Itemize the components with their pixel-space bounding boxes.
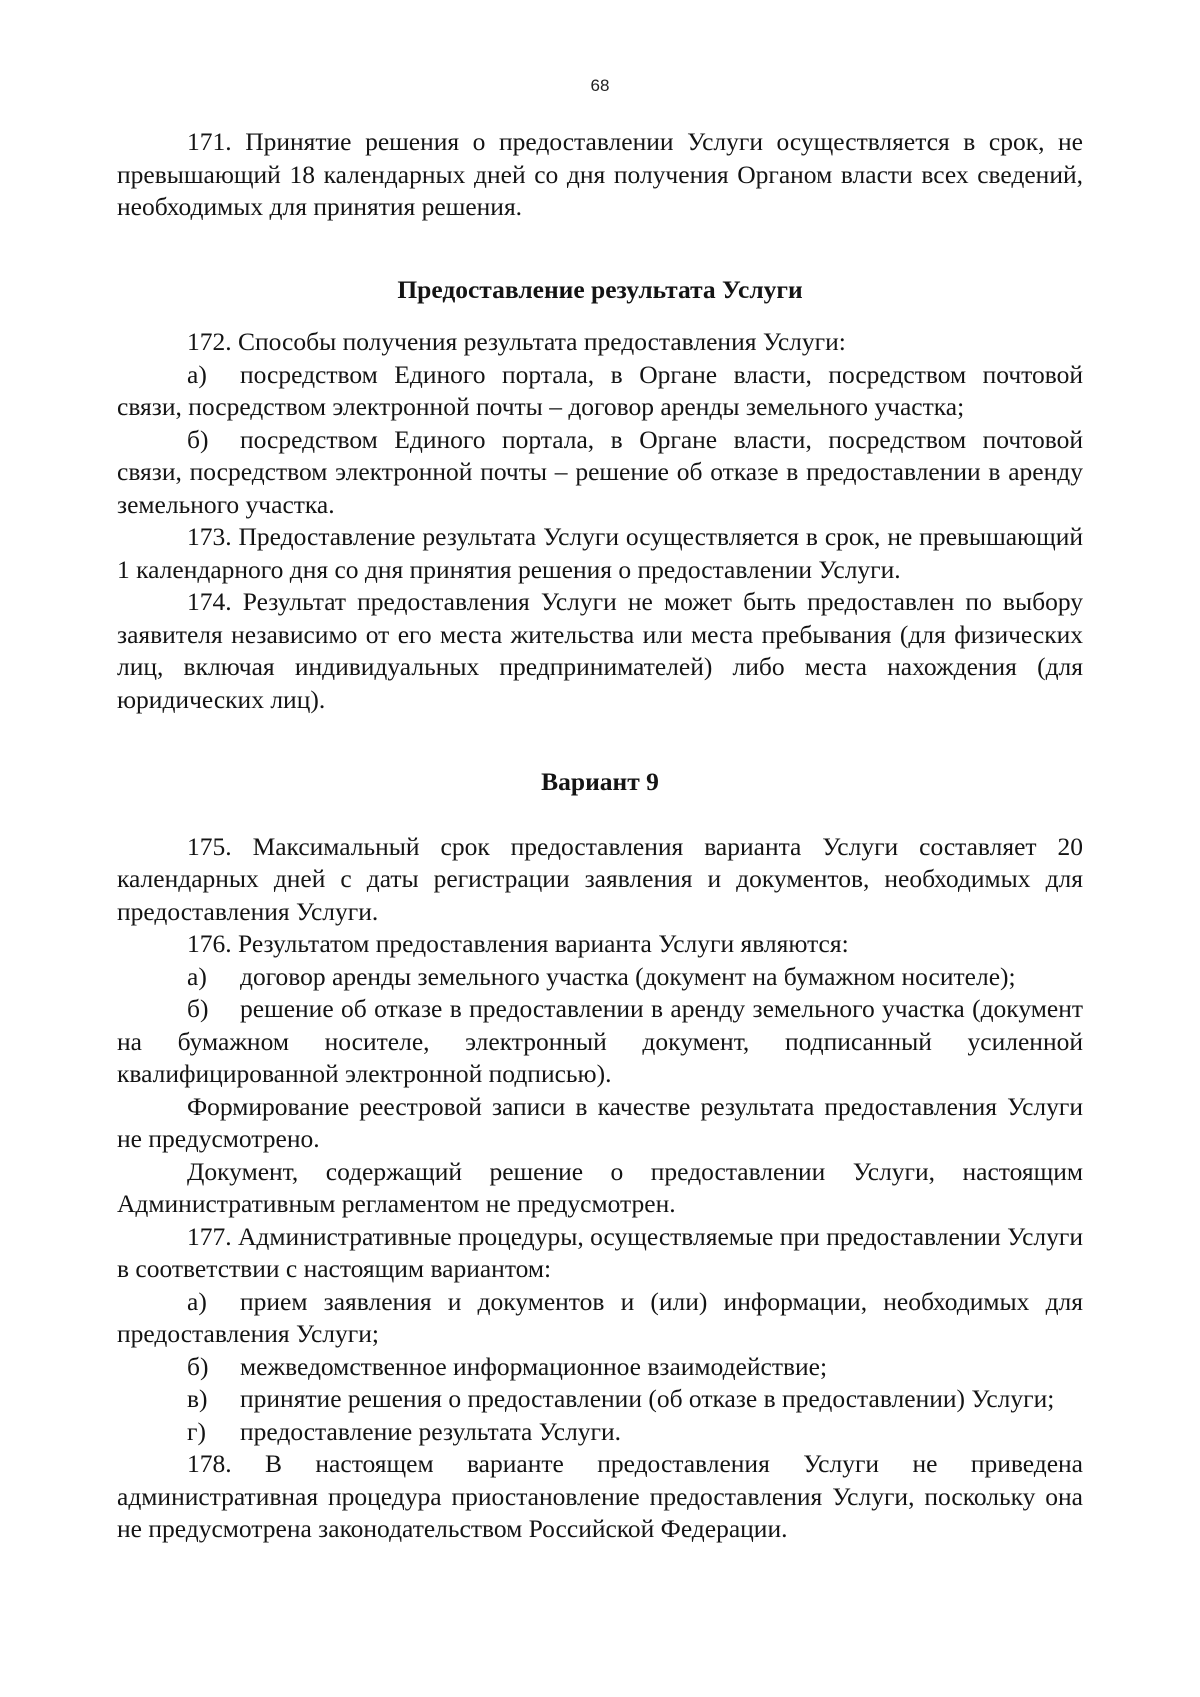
list-item-text: межведомственное информационное взаимодействие; xyxy=(240,1351,828,1381)
list-marker: а) xyxy=(187,359,207,389)
page-number: 68 xyxy=(590,76,610,95)
list-marker: в) xyxy=(187,1384,208,1413)
paragraph-171: 171. Принятие решения о предоставлении Услуги осуществляется в срок, не превышающий 18 календарных дней со дня получения Органом власти всех сведений, необходимых для принятия решения. xyxy=(117,127,1083,221)
list-marker: г) xyxy=(187,1416,206,1446)
paragraph-172: 172. Способы получения результата предоставления Услуги: xyxy=(187,327,846,356)
list-marker: а) xyxy=(187,961,207,991)
list-marker: б) xyxy=(187,424,209,454)
list-item-text: прием заявления и документов и (или) информации, необходимых для предоставления Услуги; xyxy=(117,1286,1083,1348)
list-item-177-d xyxy=(117,1416,1083,1449)
paragraph-176-note-2: Документ, содержащий решение о предоставлении Услуги, настоящим Административным регламентом не предусмотрен. xyxy=(117,1156,1083,1218)
list-item-177-c xyxy=(117,1383,1083,1416)
list-item-text: решение об отказе в предоставлении в аренду земельного участка (документ на бумажном носителе, электронный документ, подписанный усиленной квалифицированной электронной подписью). xyxy=(117,994,1083,1088)
paragraph-173: 173. Предоставление результата Услуги осуществляется в срок, не превышающий 1 календарного дня со дня принятия решения о предоставлении Услуги. xyxy=(117,522,1083,584)
list-item-text: договор аренды земельного участка (документ на бумажном носителе); xyxy=(240,961,1016,991)
list-item-177-a xyxy=(117,1286,1083,1351)
list-item-text: посредством Единого портала, в Органе власти, посредством почтовой связи, посредством электронной почты – договор аренды земельного участка; xyxy=(117,359,1083,421)
paragraph-176: 176. Результатом предоставления варианта Услуги являются: xyxy=(187,929,849,958)
section-heading-variant: Вариант 9 xyxy=(541,767,659,796)
list-item-177-b xyxy=(117,1351,1083,1384)
document-body xyxy=(117,126,1083,1546)
section-heading-result: Предоставление результата Услуги xyxy=(397,274,803,304)
paragraph-177: 177. Административные процедуры, осуществляемые при предоставлении Услуги в соответствии с настоящим вариантом: xyxy=(117,1221,1083,1283)
list-item-text: принятие решения о предоставлении (об отказе в предоставлении) Услуги; xyxy=(240,1384,1055,1413)
list-item-text: предоставление результата Услуги. xyxy=(240,1416,622,1446)
list-item-text: посредством Единого портала, в Органе власти, посредством почтовой связи, посредством электронной почты – решение об отказе в предоставлении в аренду земельного участка. xyxy=(117,424,1083,519)
list-item-176-b xyxy=(117,993,1083,1091)
paragraph-175: 175. Максимальный срок предоставления варианта Услуги составляет 20 календарных дней с даты регистрации заявления и документов, необходимых для предоставления Услуги. xyxy=(117,831,1083,926)
paragraph-176-note-1: Формирование реестровой записи в качестве результата предоставления Услуги не предусмотрено. xyxy=(117,1091,1083,1153)
list-item-172-a xyxy=(117,359,1083,424)
list-item-176-a xyxy=(117,961,1083,994)
list-marker: б) xyxy=(187,994,209,1023)
paragraph-174: 174. Результат предоставления Услуги не может быть предоставлен по выбору заявителя независимо от его места жительства или места пребывания (для физических лиц, включая индивидуальных предпринимателей) либо места нахождения (для юридических лиц). xyxy=(117,587,1083,714)
list-item-172-b xyxy=(117,424,1083,522)
list-marker: б) xyxy=(187,1351,209,1381)
paragraph-178: 178. В настоящем варианте предоставления Услуги не приведена административная процедура приостановление предоставления Услуги, поскольку она не предусмотрена законодательством Российской Федерации. xyxy=(117,1449,1083,1543)
list-marker: а) xyxy=(187,1286,207,1316)
